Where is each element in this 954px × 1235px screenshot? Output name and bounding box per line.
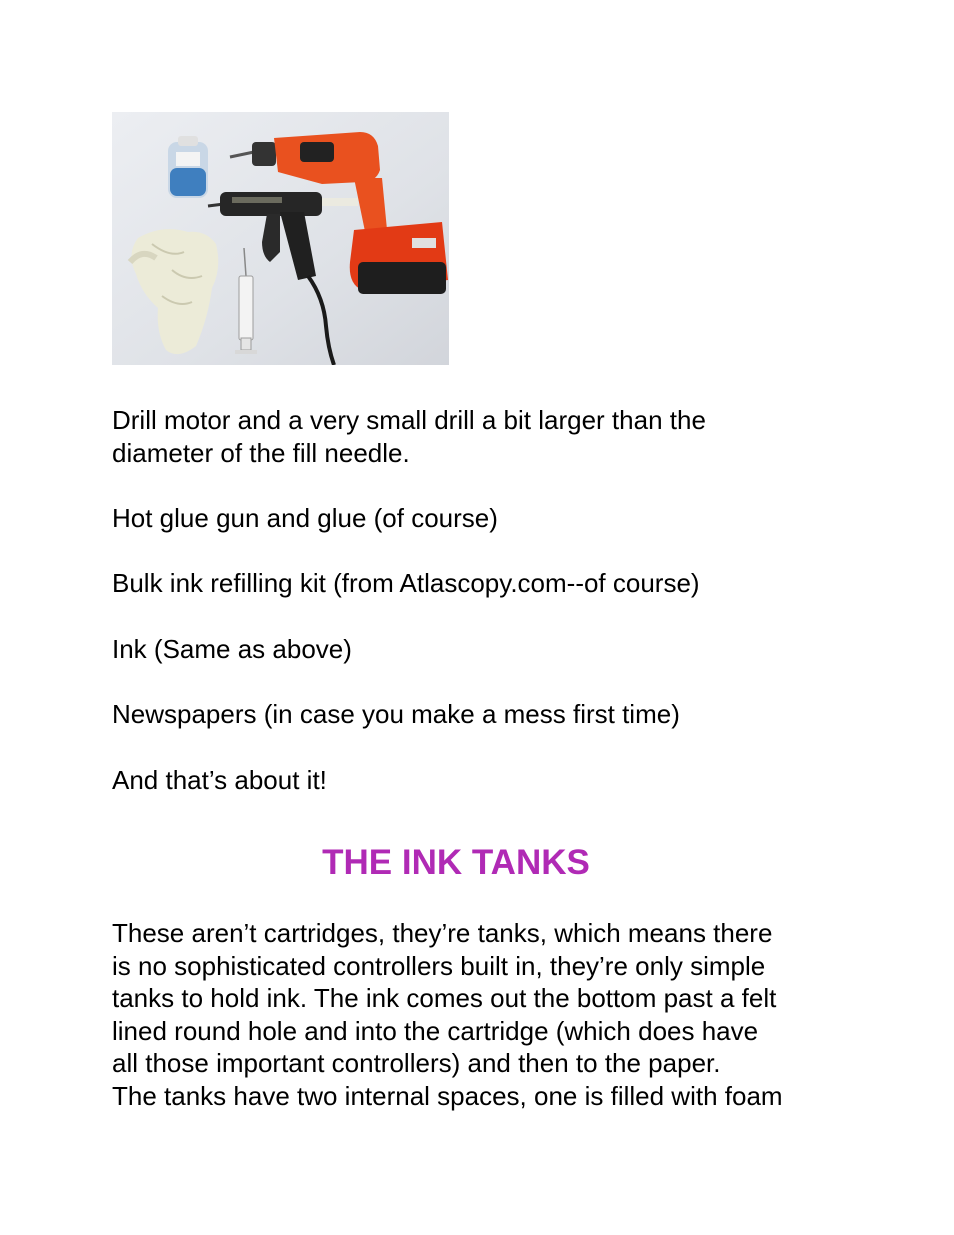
tools-item-glue-gun (112, 502, 498, 535)
tools-item-newspapers (112, 698, 680, 731)
text-line: Newspapers (in case you make a mess first time) (112, 699, 680, 729)
section-heading: THE INK TANKS (322, 843, 590, 882)
tools-closing-line (112, 764, 327, 797)
text-line: Drill motor and a very small drill a bit larger than the (112, 405, 706, 435)
text-line: Hot glue gun and glue (of course) (112, 503, 498, 533)
text-line: And that’s about it! (112, 765, 327, 795)
tools-photo (112, 112, 449, 365)
tools-item-refill-kit (112, 567, 700, 600)
body-line: all those important controllers) and then to the paper. (112, 1048, 721, 1079)
text-line: Bulk ink refilling kit (from Atlascopy.com--of course) (112, 568, 700, 598)
tools-item-drill (112, 404, 706, 469)
body-line: is no sophisticated controllers built in, they’re only simple (112, 950, 766, 981)
tools-item-ink (112, 633, 352, 666)
text-line: diameter of the fill needle. (112, 437, 410, 468)
ink-bottle (168, 136, 208, 198)
body-line: lined round hole and into the cartridge (which does have (112, 1015, 759, 1046)
body-line: The tanks have two internal spaces, one is filled with foam (112, 1080, 783, 1111)
text-line: Ink (Same as above) (112, 634, 352, 664)
body-line: tanks to hold ink. The ink comes out the bottom past a felt (112, 983, 777, 1014)
body-line: These aren’t cartridges, they’re tanks, which means there (112, 918, 773, 948)
section-body (112, 917, 783, 1113)
